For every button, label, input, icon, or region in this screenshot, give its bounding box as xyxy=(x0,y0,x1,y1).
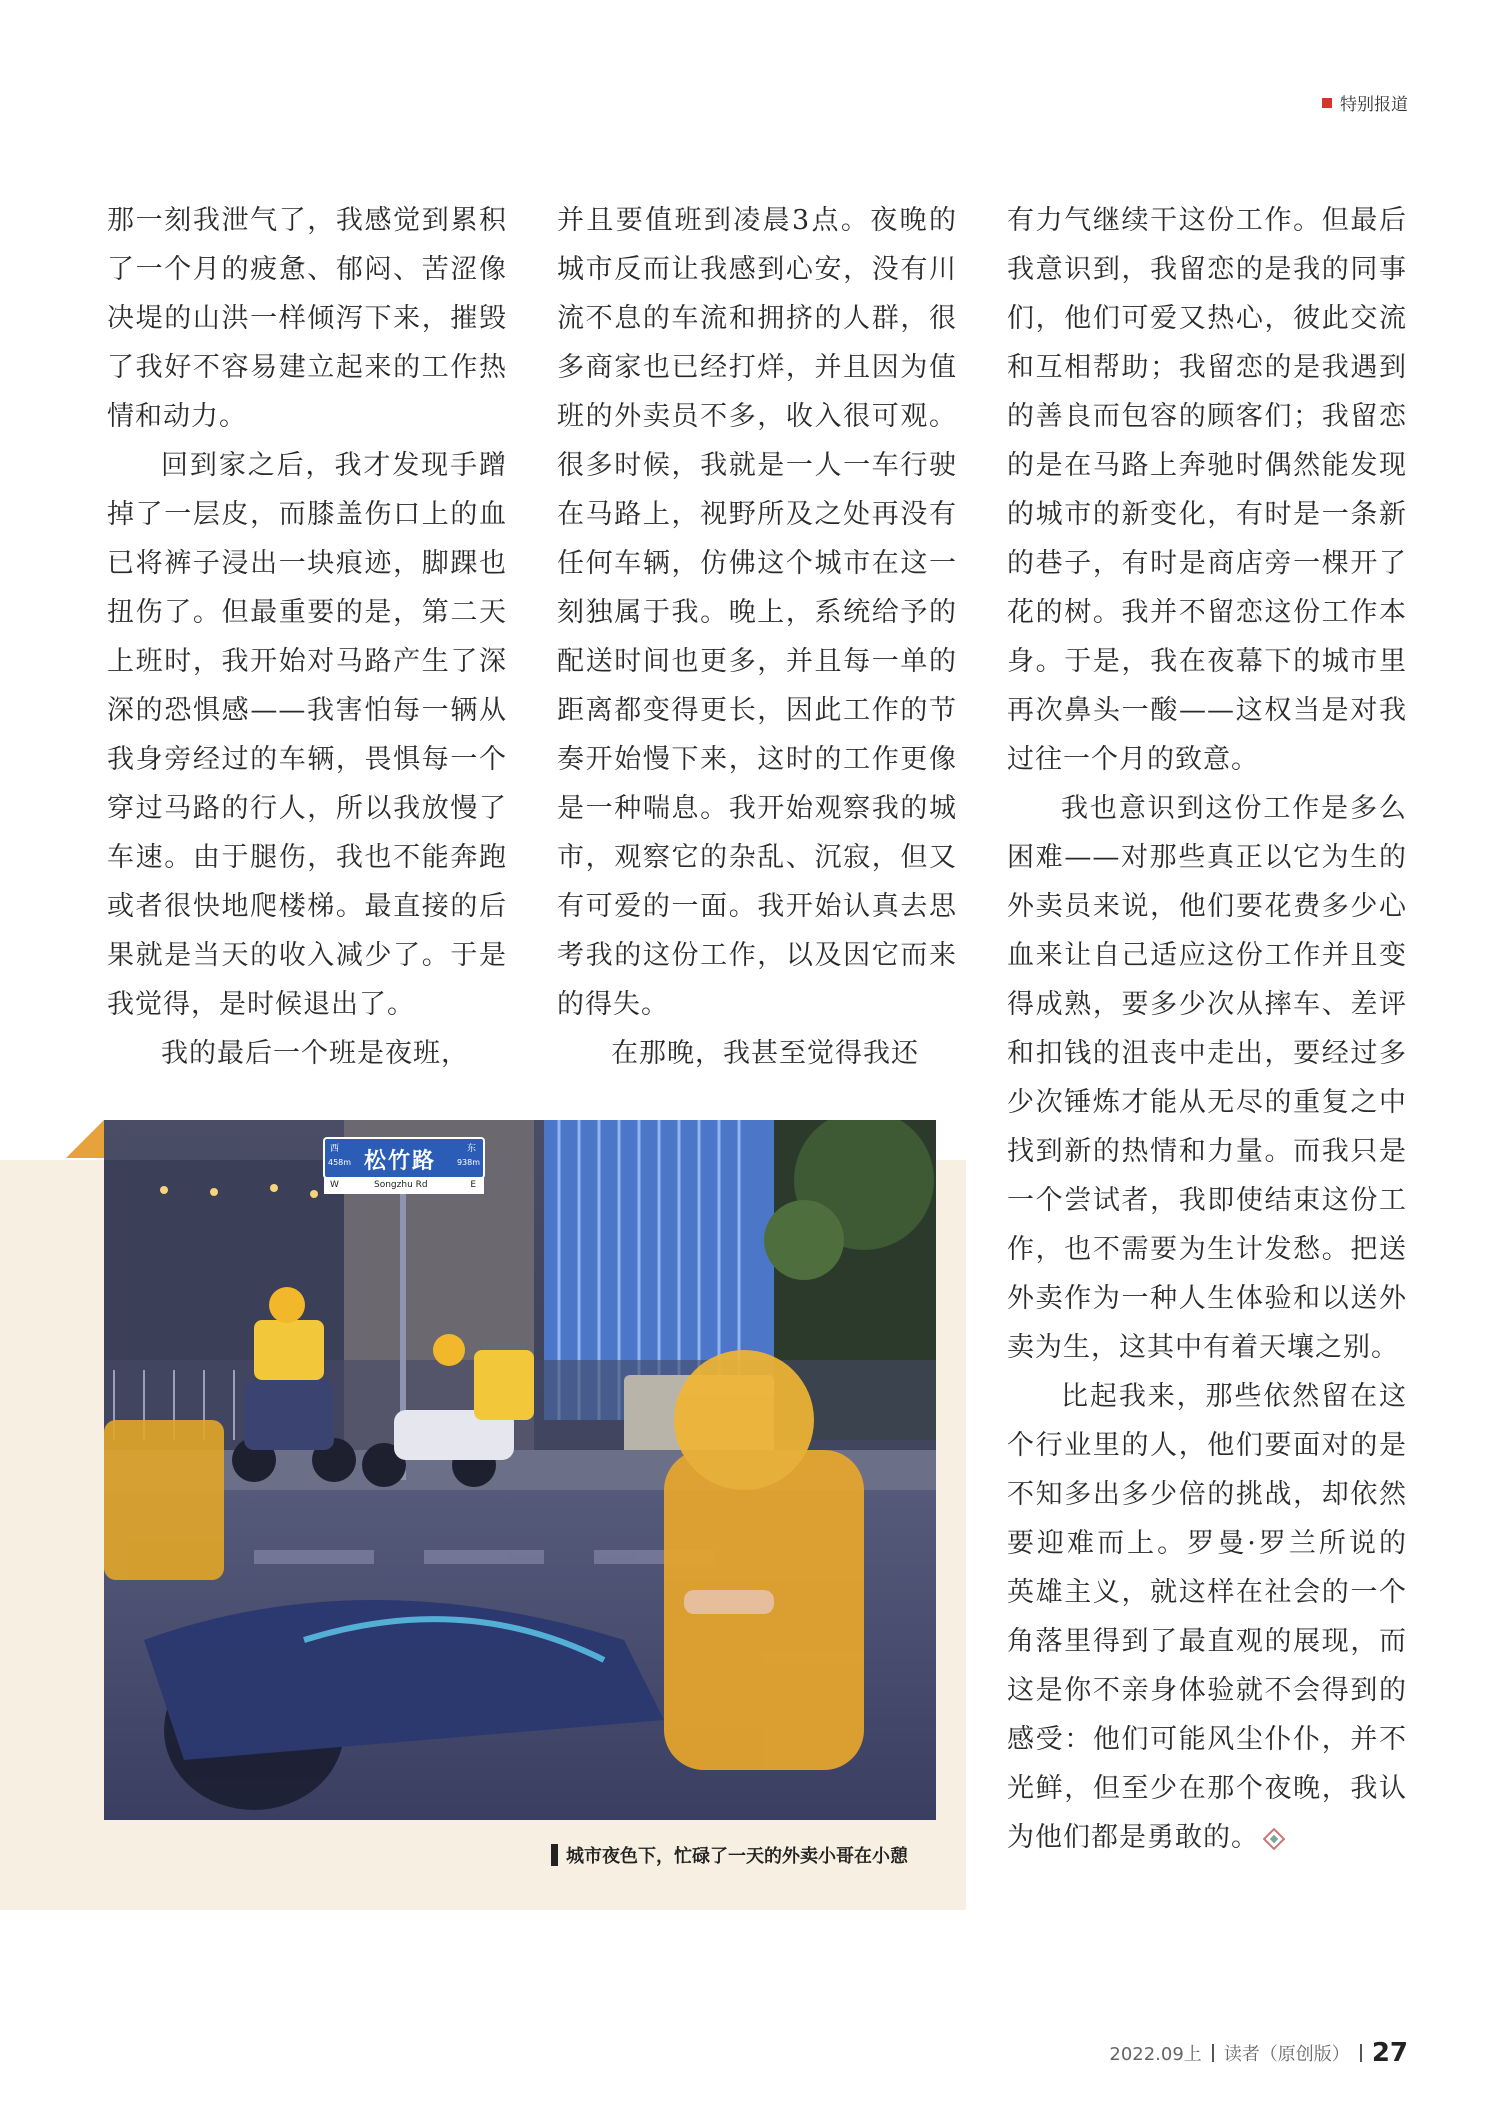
sign-w: W xyxy=(330,1180,339,1190)
photo-illustration xyxy=(104,1120,936,1820)
section-tag xyxy=(1322,90,1408,115)
footer-divider xyxy=(1212,2044,1214,2062)
article-column-1 xyxy=(107,196,507,1078)
paragraph: 回到家之后，我才发现手蹭掉了一层皮，而膝盖伤口上的血已将裤子浸出一块痕迹，脚踝也扭伤了。但最重要的是，第二天上班时，我开始对马路产生了深深的恐惧感——我害怕每一辆从我身旁经过的车辆，畏惧每一个穿过马路的行人，所以我放慢了车速。由于腿伤，我也不能奔跑或者很快地爬楼梯。最直接的后果就是当天的收入减少了。于是我觉得，是时候退出了。 xyxy=(107,450,507,1020)
article-column-3 xyxy=(1007,196,1407,1862)
sign-pinyin: Songzhu Rd xyxy=(374,1180,428,1190)
paragraph-text: 比起我来，那些依然留在这个行业里的人，他们要面对的是不知多出多少倍的挑战，却依然要迎难而上。罗曼·罗兰所说的英雄主义，就这样在社会的一个角落里得到了最直观的展现，而这是你不亲身体验就不会得到的感受：他们可能风尘仆仆，并不光鲜，但至少在那个夜晚，我认为他们都是勇敢的。 xyxy=(1007,1381,1407,1853)
paragraph: 我也意识到这份工作是多么困难——对那些真正以它为生的外卖员来说，他们要花费多少心血来让自己适应这份工作并且变得成熟，要多少次从摔车、差评和扣钱的沮丧中走出，要经过多少次锤炼才能从无尽的重复之中找到新的热情和力量。而我只是一个尝试者，我即使结束这份工作，也不需要为生计发愁。把送外卖作为一种人生体验和以送外卖为生，这其中有着天壤之别。 xyxy=(1007,793,1407,1363)
sign-east: 东 xyxy=(466,1144,476,1154)
street-night-photo xyxy=(104,1120,936,1820)
page-number: 27 xyxy=(1371,2038,1408,2068)
sign-west: 西 xyxy=(330,1144,340,1154)
corner-accent-icon xyxy=(66,1120,104,1158)
paragraph xyxy=(1007,1372,1407,1862)
article-column-2 xyxy=(557,196,957,1078)
paragraph: 在那晚，我甚至觉得我还 xyxy=(611,1038,919,1069)
footer-divider xyxy=(1360,2044,1362,2062)
page-footer xyxy=(1109,2038,1408,2068)
sign-e: E xyxy=(470,1180,476,1190)
street-sign-text xyxy=(324,1138,484,1178)
paragraph: 并且要值班到凌晨3点。夜晚的城市反而让我感到心安，没有川流不息的车流和拥挤的人群，很多商家也已经打烊，并且因为值班的外卖员不多，收入很可观。很多时候，我就是一人一车行驶在马路上，视野所及之处再没有任何车辆，仿佛这个城市在这一刻独属于我。晚上，系统给予的配送时间也更多，并且每一单的距离都变得更长，因此工作的节奏开始慢下来，这时的工作更像是一种喘息。我开始观察我的城市，观察它的杂乱、沉寂，但又有可爱的一面。我开始认真去思考我的这份工作，以及因它而来的得失。 xyxy=(557,205,957,1020)
magazine-name: 读者（原创版） xyxy=(1223,2044,1350,2065)
caption-marker-icon xyxy=(551,1844,558,1866)
paragraph: 我的最后一个班是夜班， xyxy=(161,1038,469,1069)
end-mark-icon xyxy=(1263,1828,1285,1850)
sign-west-dist: 458m xyxy=(328,1158,352,1167)
sign-east-dist: 938m xyxy=(456,1158,480,1167)
photo-caption xyxy=(551,1842,908,1868)
sign-street-name: 松竹路 xyxy=(364,1149,437,1174)
paragraph: 有力气继续干这份工作。但最后我意识到，我留恋的是我的同事们，他们可爱又热心，彼此交流和互相帮助；我留恋的是我遇到的善良而包容的顾客们；我留恋的是在马路上奔驰时偶然能发现的城市的新变化，有时是一条新的巷子，有时是商店旁一棵开了花的树。我并不留恋这份工作本身。于是，我在夜幕下的城市里再次鼻头一酸——这权当是对我过往一个月的致意。 xyxy=(1007,205,1407,775)
section-label: 特别报道 xyxy=(1340,95,1408,115)
caption-text: 城市夜色下，忙碌了一天的外卖小哥在小憩 xyxy=(566,1846,908,1867)
section-marker-icon xyxy=(1322,98,1332,108)
paragraph: 那一刻我泄气了，我感觉到累积了一个月的疲惫、郁闷、苦涩像决堤的山洪一样倾泻下来，摧毁了我好不容易建立起来的工作热情和动力。 xyxy=(107,205,507,432)
street-sign-pinyin xyxy=(324,1178,484,1194)
issue-label: 2022.09上 xyxy=(1109,2044,1202,2065)
